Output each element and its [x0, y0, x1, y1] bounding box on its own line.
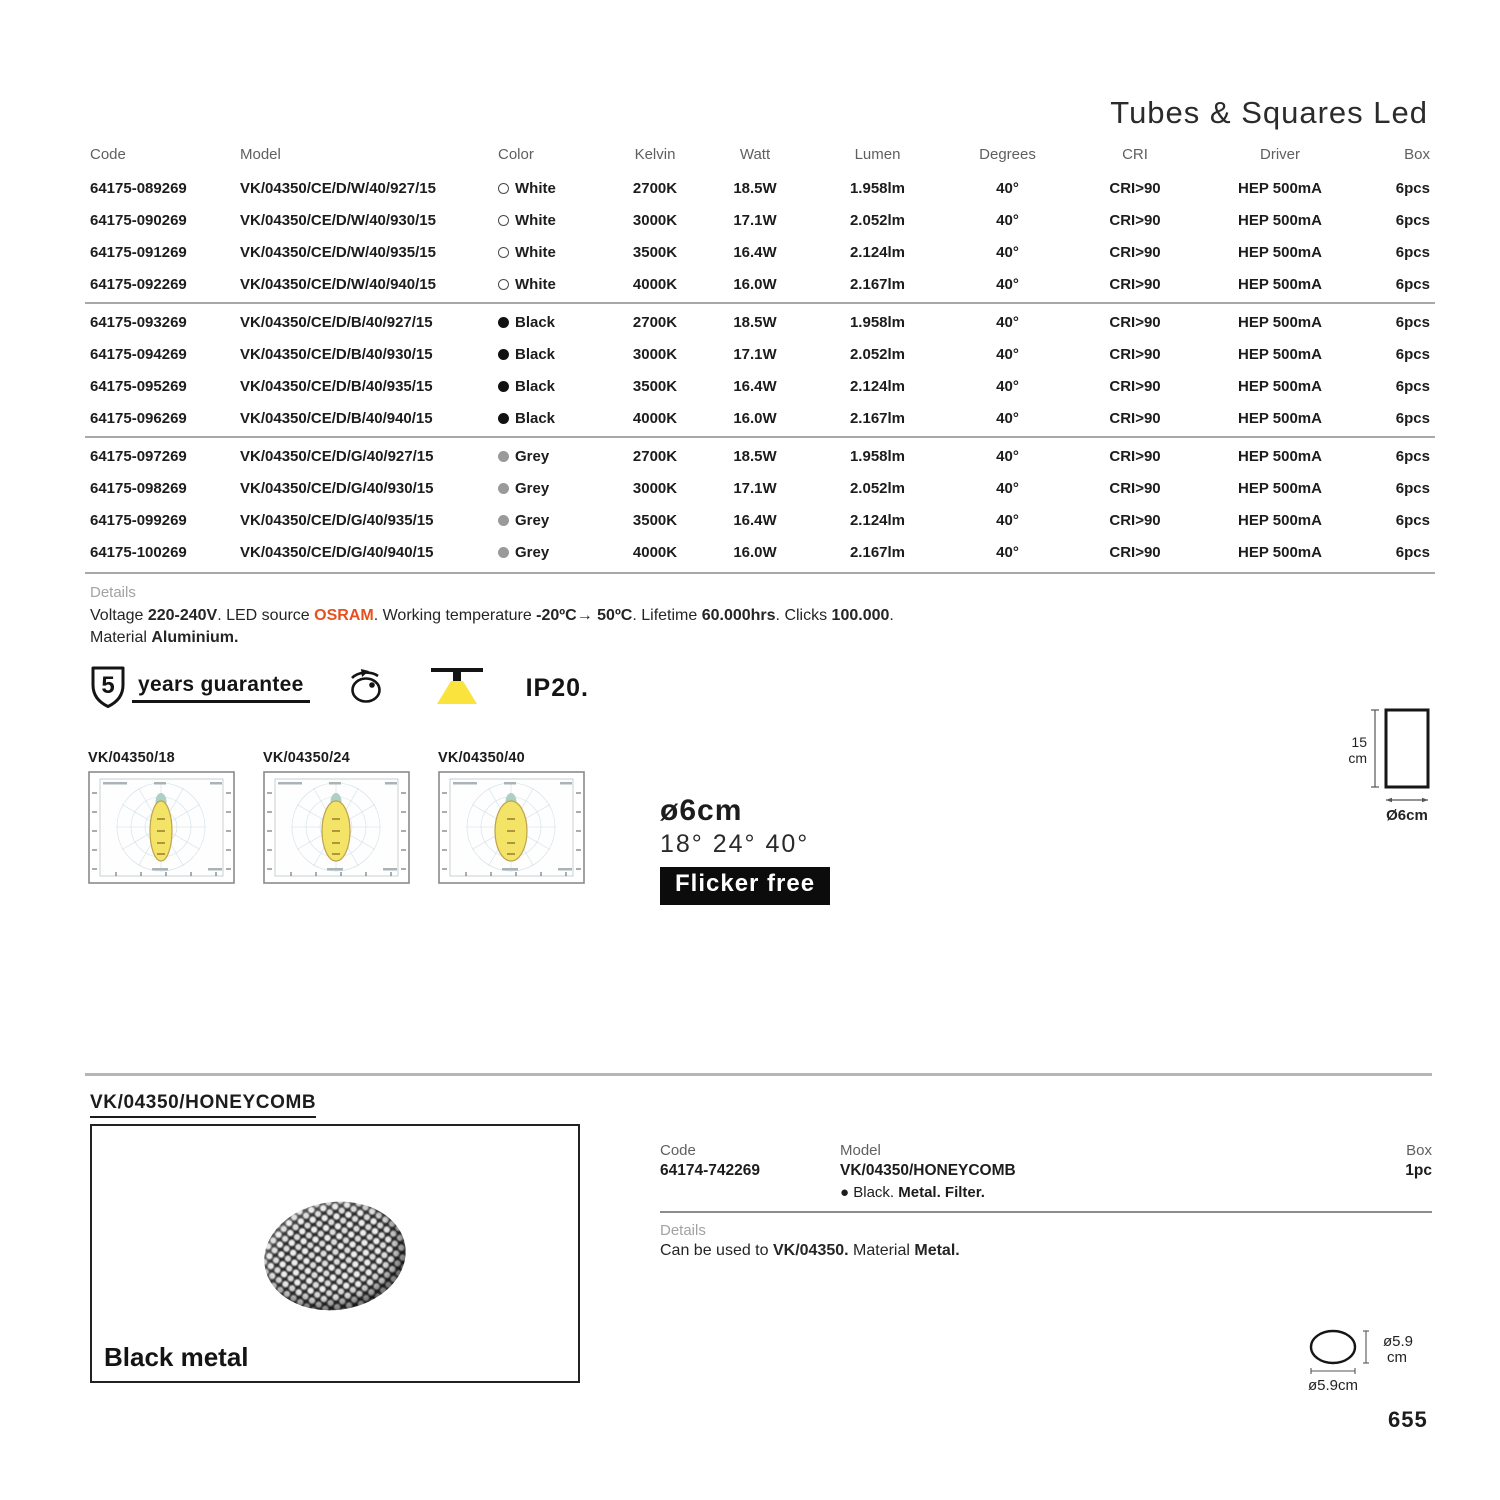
cell-driver: HEP 500mA: [1238, 243, 1322, 261]
cell-degrees: 40°: [996, 447, 1019, 465]
cell-degrees: 40°: [996, 479, 1019, 497]
white-color-dot-icon: [498, 183, 509, 194]
cell-watt: 16.0W: [733, 275, 777, 293]
honeycomb-code-label: Code: [660, 1142, 696, 1159]
page-title: Tubes & Squares Led: [1110, 95, 1428, 130]
page-number: 655: [1388, 1407, 1428, 1432]
color-label: Black: [515, 345, 556, 363]
cell-driver: HEP 500mA: [1238, 447, 1322, 465]
guarantee-row: [88, 663, 589, 713]
group-separator: [85, 436, 1435, 438]
svg-text:cm: cm: [1348, 750, 1367, 766]
text-segment: Black.: [853, 1184, 899, 1201]
text-segment: . Working temperature: [373, 607, 537, 624]
table-header-row: [90, 146, 1430, 166]
cell-watt: 16.0W: [733, 543, 777, 561]
cell-box: 6pcs: [1395, 345, 1430, 363]
honeycomb-heading: VK/04350/HONEYCOMB: [90, 1092, 316, 1118]
cell-degrees: 40°: [996, 275, 1019, 293]
honeycomb-box-label: Box: [1406, 1142, 1432, 1159]
cell-driver: HEP 500mA: [1238, 313, 1322, 331]
column-header: Code: [90, 146, 126, 163]
table-row: [90, 370, 1430, 402]
cell-code: 64175-100269: [90, 543, 187, 561]
photometric-label: VK/04350/18: [88, 750, 175, 766]
column-header: CRI: [1122, 146, 1148, 163]
color-cell: [498, 276, 610, 293]
cell-cri: CRI>90: [1109, 179, 1161, 197]
honeycomb-dimension-drawing: [1283, 1326, 1433, 1416]
cell-watt: 18.5W: [733, 313, 777, 331]
color-label: White: [515, 179, 556, 197]
column-header: Driver: [1260, 146, 1300, 163]
color-cell: [498, 480, 610, 497]
table-row: [90, 536, 1430, 568]
cell-box: 6pcs: [1395, 543, 1430, 561]
cell-kelvin: 2700K: [632, 447, 678, 465]
cell-box: 6pcs: [1395, 243, 1430, 261]
cell-lumen: 2.052lm: [849, 211, 906, 229]
cell-cri: CRI>90: [1109, 211, 1161, 229]
cell-degrees: 40°: [996, 211, 1019, 229]
cell-degrees: 40°: [996, 511, 1019, 529]
color-cell: [498, 512, 610, 529]
cell-cri: CRI>90: [1109, 313, 1161, 331]
color-cell: [498, 314, 610, 331]
cell-driver: HEP 500mA: [1238, 543, 1322, 561]
cell-lumen: 1.958lm: [849, 313, 906, 331]
color-cell: [498, 180, 610, 197]
text-segment: Material: [848, 1242, 915, 1259]
column-header: Kelvin: [634, 146, 676, 163]
cell-kelvin: 3000K: [632, 345, 678, 363]
cell-box: 6pcs: [1395, 479, 1430, 497]
polar-curve-chart: [263, 771, 410, 884]
cell-code: 64175-098269: [90, 479, 187, 497]
ceiling-light-icon: [430, 666, 484, 711]
photometric-diagram: [88, 750, 235, 884]
text-segment: .: [889, 607, 894, 624]
text-segment: ●: [840, 1184, 854, 1201]
cell-driver: HEP 500mA: [1238, 211, 1322, 229]
table-body: [90, 172, 1430, 568]
column-header: Degrees: [979, 146, 1036, 163]
black-color-dot-icon: [498, 381, 509, 392]
text-segment: OSRAM: [314, 607, 374, 624]
honeycomb-details-heading: Details: [660, 1222, 706, 1239]
flicker-free-badge: Flicker free: [660, 867, 830, 905]
cell-degrees: 40°: [996, 409, 1019, 427]
cell-code: 64175-099269: [90, 511, 187, 529]
text-segment: . Lifetime: [632, 607, 702, 624]
cell-driver: HEP 500mA: [1238, 377, 1322, 395]
cell-code: 64175-095269: [90, 377, 187, 395]
text-segment: Metal.: [914, 1242, 960, 1259]
cell-kelvin: 3500K: [632, 511, 678, 529]
text-segment: 220-240V: [147, 607, 218, 624]
cell-box: 6pcs: [1395, 409, 1430, 427]
honeycomb-code-value: 64174-742269: [660, 1162, 760, 1179]
honeycomb-caption: Black metal: [104, 1342, 249, 1372]
honeycomb-info: [660, 1142, 1432, 1260]
color-label: Black: [515, 409, 556, 427]
svg-text:15: 15: [1351, 734, 1367, 750]
color-label: Grey: [515, 479, 550, 497]
cell-code: 64175-093269: [90, 313, 187, 331]
cell-cri: CRI>90: [1109, 447, 1161, 465]
cell-model: VK/04350/CE/D/W/40/930/15: [240, 211, 436, 229]
cell-kelvin: 3500K: [632, 377, 678, 395]
text-segment: 100.000: [831, 607, 890, 624]
cell-watt: 16.4W: [733, 243, 777, 261]
table-row: [90, 440, 1430, 472]
color-label: Black: [515, 313, 556, 331]
details-heading: Details: [90, 584, 136, 601]
grey-color-dot-icon: [498, 451, 509, 462]
cell-kelvin: 2700K: [632, 179, 678, 197]
column-header: Lumen: [854, 146, 901, 163]
text-segment: Aluminium.: [151, 629, 239, 646]
cell-watt: 17.1W: [733, 345, 777, 363]
cell-model: VK/04350/CE/D/G/40/930/15: [240, 479, 434, 497]
cell-cri: CRI>90: [1109, 409, 1161, 427]
text-segment: →: [576, 607, 598, 624]
honeycomb-model-label: Model: [840, 1142, 881, 1159]
column-header: Watt: [739, 146, 771, 163]
white-color-dot-icon: [498, 279, 509, 290]
cell-box: 6pcs: [1395, 313, 1430, 331]
cell-model: VK/04350/CE/D/B/40/935/15: [240, 377, 433, 395]
cell-kelvin: 2700K: [632, 313, 678, 331]
honeycomb-filter-image: [257, 1193, 413, 1320]
cell-model: VK/04350/CE/D/W/40/927/15: [240, 179, 436, 197]
cell-model: VK/04350/CE/D/W/40/935/15: [240, 243, 436, 261]
honeycomb-box-value: 1pc: [1405, 1162, 1432, 1179]
photometric-diagram: [438, 750, 585, 884]
text-segment: Voltage: [90, 607, 148, 624]
cell-watt: 18.5W: [733, 447, 777, 465]
color-cell: [498, 448, 610, 465]
cell-code: 64175-089269: [90, 179, 187, 197]
text-segment: VK/04350.: [772, 1242, 849, 1259]
table-row: [90, 204, 1430, 236]
table-row: [90, 306, 1430, 338]
diameter-label: ø6cm: [660, 794, 743, 827]
table-row: [90, 268, 1430, 300]
details-line-2: [90, 627, 1190, 649]
group-separator: [85, 302, 1435, 304]
color-cell: [498, 378, 610, 395]
cell-lumen: 2.167lm: [849, 275, 906, 293]
cell-driver: HEP 500mA: [1238, 275, 1322, 293]
cell-box: 6pcs: [1395, 211, 1430, 229]
text-segment: . LED source: [217, 607, 315, 624]
cell-cri: CRI>90: [1109, 543, 1161, 561]
grey-color-dot-icon: [498, 483, 509, 494]
table-row: [90, 338, 1430, 370]
cell-kelvin: 3000K: [632, 211, 678, 229]
cell-box: 6pcs: [1395, 377, 1430, 395]
product-table: [90, 146, 1430, 574]
honeycomb-divider: [660, 1211, 1432, 1213]
beam-angles-label: 18° 24° 40°: [660, 830, 810, 858]
column-header: Box: [1404, 146, 1430, 163]
cell-driver: HEP 500mA: [1238, 511, 1322, 529]
cell-kelvin: 3000K: [632, 479, 678, 497]
color-label: Grey: [515, 543, 550, 561]
table-row: [90, 172, 1430, 204]
text-segment: 60.000hrs: [701, 607, 776, 624]
cell-lumen: 2.167lm: [849, 543, 906, 561]
cell-watt: 16.0W: [733, 409, 777, 427]
cell-lumen: 2.124lm: [849, 511, 906, 529]
svg-text:ø5.9: ø5.9: [1383, 1333, 1414, 1350]
cell-lumen: 2.167lm: [849, 409, 906, 427]
cell-degrees: 40°: [996, 243, 1019, 261]
cell-kelvin: 4000K: [632, 543, 678, 561]
honeycomb-image-box: [90, 1124, 580, 1383]
svg-text:5: 5: [101, 671, 115, 699]
photometric-diagram: [263, 750, 410, 884]
black-color-dot-icon: [498, 413, 509, 424]
color-cell: [498, 212, 610, 229]
cell-kelvin: 3500K: [632, 243, 678, 261]
black-color-dot-icon: [498, 349, 509, 360]
text-segment: -20ºC: [536, 607, 577, 624]
color-cell: [498, 346, 610, 363]
cell-lumen: 2.124lm: [849, 377, 906, 395]
guarantee-label: years guarantee: [132, 673, 310, 703]
cell-cri: CRI>90: [1109, 345, 1161, 363]
honeycomb-model-value: VK/04350/HONEYCOMB: [840, 1162, 1016, 1179]
cell-model: VK/04350/CE/D/G/40/927/15: [240, 447, 434, 465]
color-label: White: [515, 275, 556, 293]
cell-code: 64175-092269: [90, 275, 187, 293]
cell-box: 6pcs: [1395, 511, 1430, 529]
color-label: White: [515, 211, 556, 229]
cell-kelvin: 4000K: [632, 275, 678, 293]
honeycomb-model-desc: [840, 1184, 1342, 1201]
black-color-dot-icon: [498, 317, 509, 328]
text-segment: Can be used to: [660, 1242, 773, 1259]
cell-degrees: 40°: [996, 377, 1019, 395]
color-cell: [498, 244, 610, 261]
text-segment: Material: [90, 629, 152, 646]
cell-lumen: 1.958lm: [849, 447, 906, 465]
cell-model: VK/04350/CE/D/W/40/940/15: [240, 275, 436, 293]
white-color-dot-icon: [498, 215, 509, 226]
column-header: Model: [240, 146, 281, 163]
cell-driver: HEP 500mA: [1238, 409, 1322, 427]
cell-watt: 18.5W: [733, 179, 777, 197]
cell-model: VK/04350/CE/D/G/40/940/15: [240, 543, 434, 561]
cell-watt: 17.1W: [733, 479, 777, 497]
cell-lumen: 2.052lm: [849, 345, 906, 363]
cell-cri: CRI>90: [1109, 243, 1161, 261]
svg-text:ø5.9cm: ø5.9cm: [1307, 1377, 1359, 1394]
table-row: [90, 472, 1430, 504]
color-label: Black: [515, 377, 556, 395]
cell-driver: HEP 500mA: [1238, 179, 1322, 197]
section-divider-rule: [85, 1073, 1432, 1076]
color-label: Grey: [515, 447, 550, 465]
cell-code: 64175-091269: [90, 243, 187, 261]
cell-cri: CRI>90: [1109, 479, 1161, 497]
specs-block: [660, 794, 830, 905]
cell-code: 64175-090269: [90, 211, 187, 229]
text-segment: . Clicks: [775, 607, 832, 624]
cell-cri: CRI>90: [1109, 511, 1161, 529]
cell-degrees: 40°: [996, 313, 1019, 331]
cell-watt: 16.4W: [733, 511, 777, 529]
dimension-drawing: [1330, 703, 1440, 833]
cell-driver: HEP 500mA: [1238, 345, 1322, 363]
cell-degrees: 40°: [996, 345, 1019, 363]
cell-box: 6pcs: [1395, 447, 1430, 465]
details-section: [90, 584, 1190, 649]
white-color-dot-icon: [498, 247, 509, 258]
table-row: [90, 236, 1430, 268]
cell-watt: 16.4W: [733, 377, 777, 395]
cell-box: 6pcs: [1395, 179, 1430, 197]
color-cell: [498, 544, 610, 561]
cell-lumen: 2.052lm: [849, 479, 906, 497]
photometric-label: VK/04350/40: [438, 750, 525, 766]
cell-degrees: 40°: [996, 543, 1019, 561]
grey-color-dot-icon: [498, 547, 509, 558]
cell-cri: CRI>90: [1109, 377, 1161, 395]
cell-lumen: 2.124lm: [849, 243, 906, 261]
cell-code: 64175-096269: [90, 409, 187, 427]
ip-rating-label: IP20.: [525, 673, 589, 702]
svg-text:Ø6cm: Ø6cm: [1386, 807, 1428, 824]
text-segment: Metal. Filter.: [898, 1184, 985, 1201]
cell-cri: CRI>90: [1109, 275, 1161, 293]
svg-text:cm: cm: [1387, 1349, 1407, 1366]
rotate-adjustable-icon: [346, 667, 386, 710]
cell-code: 64175-094269: [90, 345, 187, 363]
cell-model: VK/04350/CE/D/B/40/927/15: [240, 313, 433, 331]
cell-watt: 17.1W: [733, 211, 777, 229]
photometric-diagrams: [88, 750, 585, 884]
details-line-1: [90, 605, 1190, 627]
polar-curve-chart: [88, 771, 235, 884]
table-bottom-rule: [85, 572, 1435, 574]
cell-model: VK/04350/CE/D/G/40/935/15: [240, 511, 434, 529]
cell-code: 64175-097269: [90, 447, 187, 465]
table-row: [90, 402, 1430, 434]
cell-box: 6pcs: [1395, 275, 1430, 293]
table-row: [90, 504, 1430, 536]
cell-model: VK/04350/CE/D/B/40/930/15: [240, 345, 433, 363]
cell-driver: HEP 500mA: [1238, 479, 1322, 497]
honeycomb-details-line: [660, 1242, 1432, 1260]
color-label: White: [515, 243, 556, 261]
color-cell: [498, 410, 610, 427]
color-label: Grey: [515, 511, 550, 529]
photometric-label: VK/04350/24: [263, 750, 350, 766]
cell-degrees: 40°: [996, 179, 1019, 197]
cell-model: VK/04350/CE/D/B/40/940/15: [240, 409, 433, 427]
guarantee-shield-icon: [88, 663, 128, 714]
text-segment: 50ºC: [597, 607, 633, 624]
grey-color-dot-icon: [498, 515, 509, 526]
polar-curve-chart: [438, 771, 585, 884]
cell-lumen: 1.958lm: [849, 179, 906, 197]
cell-kelvin: 4000K: [632, 409, 678, 427]
column-header: Color: [498, 146, 534, 163]
